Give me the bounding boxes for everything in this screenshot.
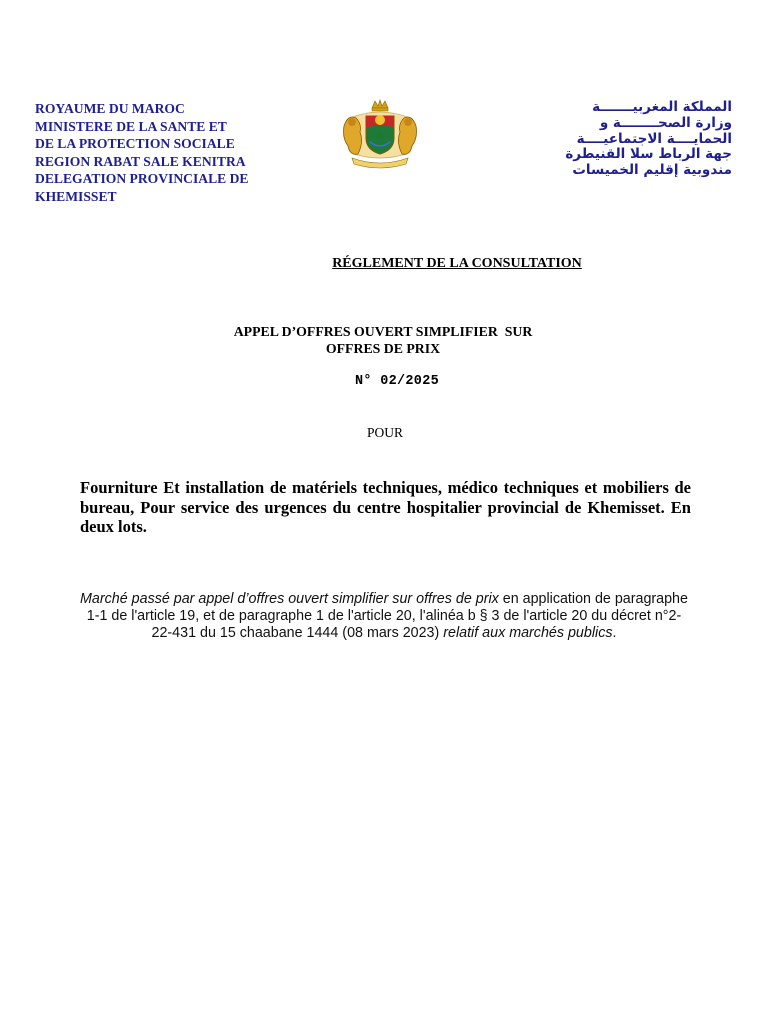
document-title: RÉGLEMENT DE LA CONSULTATION: [332, 256, 582, 271]
header-right-line: المملكة المغربيـــــــة: [592, 99, 732, 115]
legal-basis-text: en application de paragraphe 1-1 de l'article 19, et de paragraphe 1 de l'article 20, l'alinéa b § 3 de l'article 20 du décret n°2-22-431 du 15 chaabane 1444 (08 mars 2023): [86, 591, 688, 641]
tender-number: N° 02/2025: [354, 374, 439, 389]
tender-type-line: APPEL D’OFFRES OUVERT SIMPLIFIER SUR: [233, 324, 533, 339]
header-right-line: وزارة الصحــــــــة و: [599, 114, 732, 131]
tender-type-line: OFFRES DE PRIX: [325, 341, 441, 356]
header-right-line: الحمايــــة الاجتماعيــــة: [576, 130, 732, 147]
header-right-block: [492, 100, 732, 179]
tender-subject: Fourniture Et installation de matériels techniques, médico techniques et mobiliers de bureau, Pour service des urgences du centre hospitalier provincial de Khemisset. En deux lots.: [80, 478, 691, 537]
header-left-line: DE LA PROTECTION SOCIALE: [35, 136, 235, 152]
header-left-line: ROYAUME DU MAROC: [35, 101, 185, 116]
legal-basis-italic-end: relatif aux marchés publics: [443, 625, 613, 641]
header-left-line: KHEMISSET: [35, 188, 117, 204]
header-right-line: مندوبية إقليم الخميسات: [572, 162, 732, 179]
legal-basis-paragraph: [78, 591, 690, 642]
header-left-block: [35, 100, 295, 206]
tender-type: [180, 323, 586, 357]
header-left-line: DELEGATION PROVINCIALE DE: [35, 171, 249, 187]
header-right-line: جهة الرباط سلا القنيطرة: [565, 146, 732, 163]
header-left-line: REGION RABAT SALE KENITRA: [35, 153, 246, 169]
legal-basis-tail: .: [612, 625, 617, 641]
moroccan-coat-of-arms-icon: [340, 98, 420, 170]
pour-label: POUR: [366, 425, 403, 440]
header-left-line: MINISTERE DE LA SANTE ET: [35, 118, 227, 134]
legal-basis-italic-start: Marché passé par appel d’offres ouvert simplifier sur offres de prix: [80, 591, 499, 607]
